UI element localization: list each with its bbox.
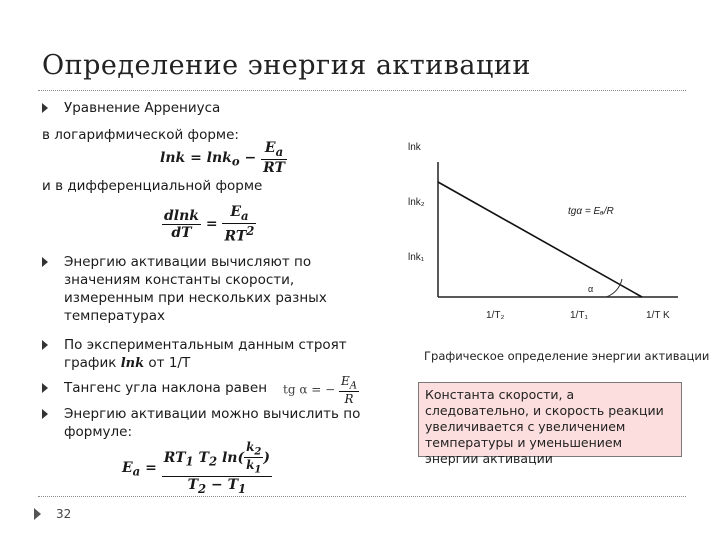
- eq3-rt-sub: 1: [185, 454, 194, 469]
- angle-label: α: [588, 284, 594, 294]
- eq2-den2-sup: 2: [246, 223, 255, 238]
- bullet-plot-line2: [64, 355, 190, 372]
- plot-lnk: lnk: [120, 356, 145, 371]
- bullet-formula-line1: Энергию активации можно вычислить по: [64, 406, 361, 422]
- bullet-activation-line2: значениям константы скорости,: [64, 272, 295, 288]
- eq3-t2: T: [198, 449, 209, 466]
- eq2-num: dlnk: [164, 207, 199, 224]
- plot-graph-word: график: [64, 355, 117, 371]
- bullet-arrow-icon: [42, 409, 48, 419]
- eq3-lhs-sub: a: [132, 464, 141, 479]
- eq3-ln: ln: [221, 449, 238, 466]
- eq1-lhs: lnk = lnk: [160, 149, 232, 166]
- y-tick-lnk2: lnk₂: [408, 197, 425, 208]
- slope-num-sub: A: [349, 380, 357, 392]
- eq1-num-sub: a: [275, 144, 284, 159]
- eq1-num: E: [264, 140, 276, 156]
- eq3-t2-sub: 2: [208, 454, 218, 469]
- eq3-k1-sub: 1: [254, 464, 262, 476]
- slope-den: R: [344, 392, 354, 407]
- bullet-arrow-icon: [42, 340, 48, 350]
- eq3-rt: RT: [163, 449, 186, 466]
- arrhenius-diff-equation: [162, 204, 256, 244]
- slope-annotation: tgα = Eₐ/R: [568, 206, 614, 217]
- bullet-plot-line1: По экспериментальным данным строят: [64, 337, 347, 353]
- eq1-den: RT: [263, 159, 285, 176]
- footer-divider: [38, 496, 686, 497]
- eq3-den-minus-t1: − T: [210, 476, 239, 493]
- eq3-den-t2-sub: 2: [197, 481, 207, 496]
- eq2-den: dT: [171, 224, 192, 241]
- slope-num: E: [341, 374, 350, 388]
- eq3-lhs: E: [122, 459, 133, 476]
- eq3-k2: k: [246, 440, 255, 454]
- bullet-formula-line2: формуле:: [64, 424, 133, 440]
- slide-title: Определение энергия активации: [42, 50, 531, 81]
- bullet-activation-line3: измеренным при нескольких разных: [64, 290, 327, 306]
- y-axis-label: lnk: [408, 142, 421, 153]
- bullet-slope: Тангенс угла наклона равен: [64, 380, 268, 396]
- eq2-num2-sub: a: [241, 208, 249, 223]
- slope-formula-lhs: tg α = −: [283, 382, 336, 397]
- bullet-activation-line4: температурах: [64, 308, 166, 324]
- activation-energy-equation: $E_a$ = $RT_1$ $T_2$ ln( $\frac{k_2}{k_1}$ ) $T_2 - T_1$: [122, 440, 270, 496]
- series-line: [438, 182, 642, 297]
- eq2-den2: RT: [224, 228, 247, 245]
- bullet-activation-line1: Энергию активации вычисляют по: [64, 254, 312, 270]
- arrhenius-log-equation: [160, 140, 287, 176]
- log-form-label: в логарифмической форме:: [42, 127, 239, 143]
- title-divider: [38, 90, 686, 91]
- bullet-arrow-icon: [42, 103, 48, 113]
- page-number: 32: [56, 507, 72, 521]
- x-tick-1-T2: 1/T₂: [486, 310, 505, 321]
- bullet-arrhenius: Уравнение Аррениуса: [64, 100, 221, 116]
- chart-caption: Графическое определение энергии активации: [424, 349, 710, 363]
- page-arrow-icon: [34, 508, 41, 520]
- eq1-lhs-sub: o: [231, 154, 240, 169]
- x-tick-1-T1: 1/T₁: [570, 310, 588, 321]
- eq3-den-t2: T: [187, 476, 198, 493]
- y-tick-lnk1: lnk₁: [408, 252, 425, 263]
- eq3-den-t1-sub: 1: [238, 481, 247, 496]
- diff-form-label: и в дифференциальной форме: [42, 178, 263, 194]
- bullet-arrow-icon: [42, 257, 48, 267]
- eq3-eq: =: [145, 459, 157, 476]
- eq1-minus: −: [244, 149, 257, 166]
- rate-note-box: Константа скорости, а следовательно, и скорость реакции увеличивается с увеличением температуры и уменьшением энергии активации: [418, 382, 682, 457]
- x-axis-label: 1/T K: [646, 310, 670, 321]
- eq2-eq: =: [205, 216, 218, 233]
- slope-formula: [283, 374, 359, 406]
- eq3-k2-sub: 2: [254, 446, 262, 458]
- eq2-num2: E: [230, 204, 241, 220]
- bullet-arrow-icon: [42, 383, 48, 393]
- eq3-k1: k: [246, 458, 255, 473]
- arrhenius-plot: [400, 136, 690, 326]
- plot-vs-1T: от 1/Т: [148, 355, 191, 371]
